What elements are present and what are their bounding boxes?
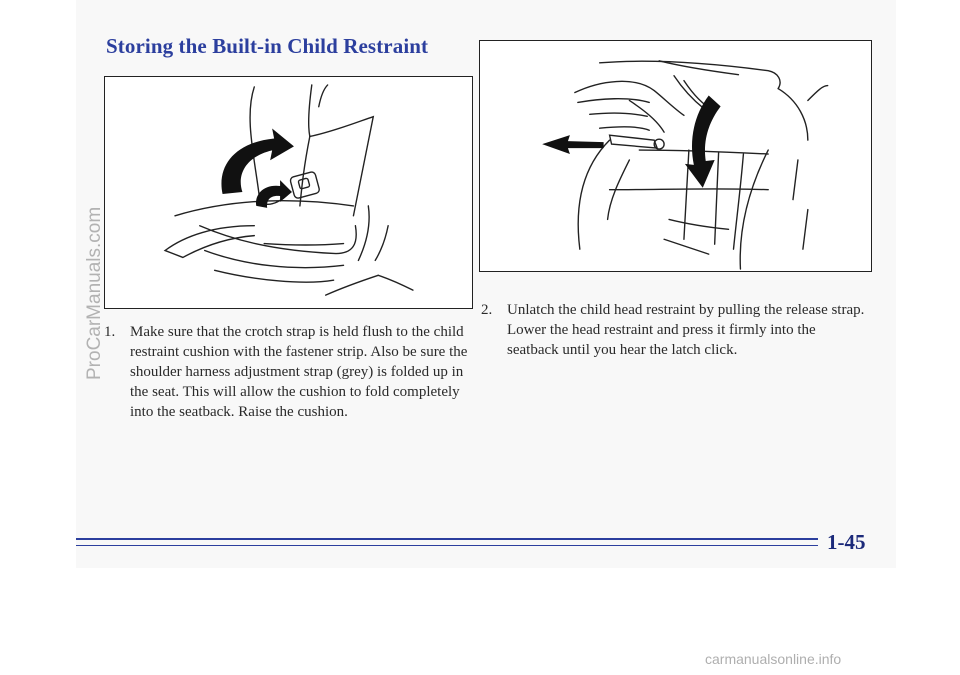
step-2 bbox=[481, 300, 866, 360]
step-2-text: Unlatch the child head restraint by pulling the release strap. Lower the head restraint and press it firmly into the seatback until you hear the latch click. bbox=[507, 302, 865, 358]
step-1-text: Make sure that the crotch strap is held flush to the child restraint cushion with the fastener strip. Also be sure the shoulder harness adjustment strap (grey) is folded up in the seat. This will allow the cushion to fold completely into the seatback. Raise the cushion. bbox=[130, 324, 468, 420]
watermark-side: ProCarManuals.com bbox=[84, 206, 105, 380]
unlatch-head-restraint-drawing bbox=[480, 41, 871, 271]
illustration-raise-cushion bbox=[104, 76, 473, 309]
page-number: 1-45 bbox=[827, 530, 866, 554]
page-title: Storing the Built-in Child Restraint bbox=[106, 34, 429, 58]
step-1 bbox=[104, 322, 474, 422]
footer-rule-thin bbox=[76, 545, 818, 546]
illustration-unlatch-head-restraint bbox=[479, 40, 872, 272]
step-1-number: 1. bbox=[104, 324, 116, 340]
raise-cushion-drawing bbox=[105, 77, 472, 308]
watermark-bottom: carmanualsonline.info bbox=[705, 651, 842, 667]
footer-rule-thick bbox=[76, 538, 818, 540]
step-2-number: 2. bbox=[481, 302, 493, 318]
